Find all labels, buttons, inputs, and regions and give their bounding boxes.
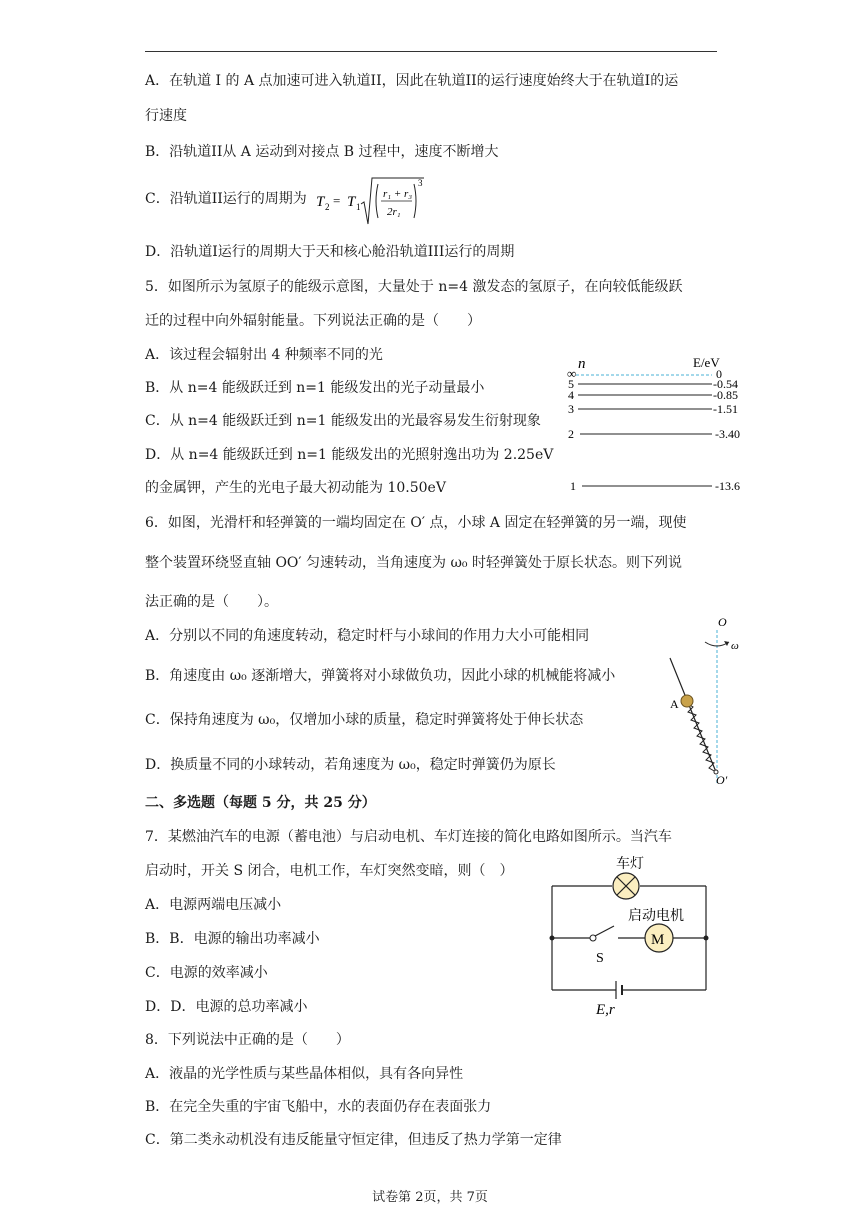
level-label-2: 2 (568, 427, 574, 441)
q6-stem-line1: 6．如图，光滑杆和轻弹簧的一端均固定在 O′ 点，小球 A 固定在轻弹簧的另一端，现使 (145, 515, 687, 531)
q6-option-a: A．分别以不同的角速度转动，稳定时杆与小球间的作用力大小可能相同 (145, 628, 590, 644)
motor-label: 启动电机 (628, 909, 684, 924)
level-label-3: 3 (568, 402, 574, 416)
source-label: E,r (596, 1002, 615, 1018)
page-footer: 试卷第 2页，共 7页 (372, 1190, 488, 1205)
formula-t2: T (316, 194, 325, 210)
level-energy-4: -0.85 (713, 388, 738, 402)
formula-t1-sub: 1 (356, 202, 361, 212)
formula-power: 3 (418, 178, 423, 188)
level-label-4: 4 (568, 388, 574, 402)
q5-stem-line1: 5．如图所示为氢原子的能级示意图，大量处于 n=4 激发态的氢原子，在向较低能级跃 (145, 279, 683, 295)
q6-option-d: D．换质量不同的小球转动，若角速度为 ω₀，稳定时弹簧仍为原长 (145, 757, 556, 773)
level-energy-3: -1.51 (713, 402, 738, 416)
q8-stem: 8．下列说法中正确的是（ ） (145, 1032, 350, 1048)
q7-option-d: D．D．电源的总功率减小 (145, 999, 308, 1015)
ball-a (681, 695, 693, 707)
circuit-diagram (540, 848, 720, 1018)
level-energy-inf: 0 (716, 367, 722, 381)
section-heading: 二、多选题（每题 5 分，共 25 分） (145, 795, 376, 811)
q7-stem-line2: 启动时，开关 S 闭合，电机工作，车灯突然变暗，则（ ） (145, 863, 514, 879)
q7-option-a: A．电源两端电压减小 (145, 897, 282, 913)
q4-option-c-prefix: C．沿轨道II运行的周期为 (145, 191, 307, 207)
ball-label: A (670, 697, 679, 711)
energy-level-diagram (560, 350, 760, 500)
q5-option-b: B．从 n=4 能级跃迁到 n=1 能级发出的光子动量最小 (145, 380, 485, 396)
q4-option-d: D．沿轨道I运行的周期大于天和核心舱沿轨道III运行的周期 (145, 244, 515, 260)
q7-option-c: C．电源的效率减小 (145, 965, 268, 981)
e-axis-label: E/eV (693, 355, 720, 370)
q6-option-c: C．保持角速度为 ω₀，仅增加小球的质量，稳定时弹簧将处于伸长状态 (145, 712, 584, 728)
formula-t2-sub: 2 (325, 202, 330, 212)
q5-option-a: A．该过程会辐射出 4 种频率不同的光 (145, 347, 383, 363)
omega-label: ω (731, 640, 739, 652)
q6-stem-line3: 法正确的是（ ）。 (145, 594, 278, 610)
formula-denominator: 2r₁ (387, 206, 401, 218)
axis-top-label: O (718, 615, 727, 629)
q4-option-a-line2: 行速度 (145, 108, 187, 124)
formula-t1: T (347, 194, 356, 210)
q4-period-formula (316, 174, 436, 230)
level-energy-2: -3.40 (715, 427, 740, 441)
q4-option-a-line1: A．在轨道 I 的 A 点加速可进入轨道II，因此在轨道II的运行速度始终大于在轨道I的运 (145, 73, 679, 89)
q8-option-b: B．在完全失重的宇宙飞船中，水的表面仍存在表面张力 (145, 1099, 492, 1115)
motor-symbol: M (651, 932, 665, 948)
formula-numerator: r₁ + r₃ (383, 188, 413, 200)
header-rule (145, 51, 717, 52)
q8-option-c: C．第二类永动机没有违反能量守恒定律，但违反了热力学第一定律 (145, 1132, 562, 1148)
level-energy-5: -0.54 (713, 377, 738, 391)
q7-stem-line1: 7．某燃油汽车的电源（蓄电池）与启动电机、车灯连接的简化电路如图所示。当汽车 (145, 829, 672, 845)
q4-option-b: B．沿轨道II从 A 运动到对接点 B 过程中，速度不断增大 (145, 144, 499, 160)
level-label-1: 1 (570, 479, 576, 493)
switch-label: S (596, 951, 604, 966)
svg-text:=: = (333, 193, 341, 208)
smooth-rod (670, 658, 716, 772)
q8-option-a: A．液晶的光学性质与某些晶体相似，具有各向异性 (145, 1066, 464, 1082)
rotating-rod-diagram (660, 612, 750, 790)
q7-option-b: B．B．电源的输出功率减小 (145, 931, 320, 947)
switch-icon (595, 926, 614, 936)
level-label-inf: ∞ (567, 366, 577, 381)
q5-stem-line2: 迁的过程中向外辐射能量。下列说法正确的是（ ） (145, 313, 481, 329)
level-label-5: 5 (568, 377, 574, 391)
lamp-label: 车灯 (616, 857, 644, 872)
axis-bottom-label: O′ (716, 773, 728, 787)
n-axis-label: n (578, 356, 586, 372)
q5-option-d-line2: 的金属钾，产生的光电子最大初动能为 10.50eV (145, 480, 446, 496)
q5-option-c: C．从 n=4 能级跃迁到 n=1 能级发出的光最容易发生衍射现象 (145, 413, 541, 429)
level-energy-1: -13.6 (715, 479, 740, 493)
q6-option-b: B．角速度由 ω₀ 逐渐增大，弹簧将对小球做负功，因此小球的机械能将减小 (145, 668, 616, 684)
q6-stem-line2: 整个装置环绕竖直轴 OO′ 匀速转动，当角速度为 ω₀ 时轻弹簧处于原长状态。则下列说 (145, 555, 682, 571)
q5-option-d-line1: D．从 n=4 能级跃迁到 n=1 能级发出的光照射逸出功为 2.25eV (145, 447, 554, 463)
